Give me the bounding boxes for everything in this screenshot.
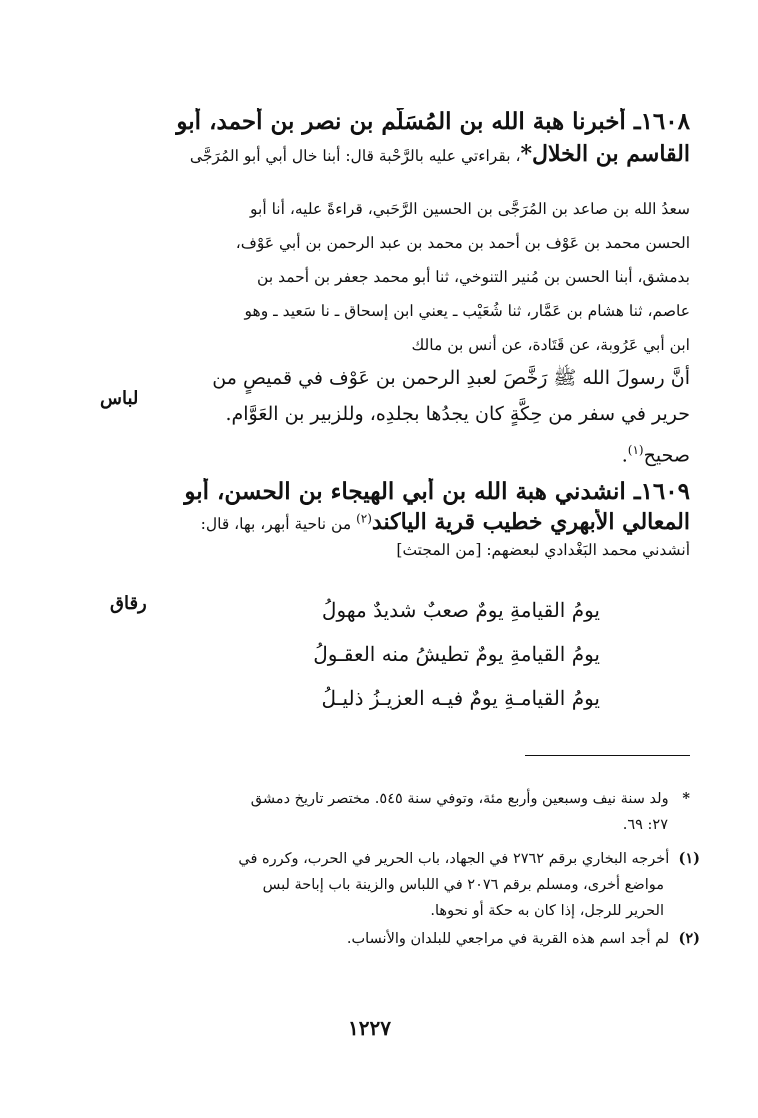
margin-note-libas: لباس — [100, 388, 139, 409]
entry-1608-isnad — [160, 192, 690, 362]
footnote-star-marker: * — [682, 790, 690, 807]
footnote-text: لم أجد اسم هذه القرية في مراجعي للبلدان والأنساب. — [346, 931, 670, 947]
entry-1608-heading-line1: ١٦٠٨ـ أخبرنا هبة الله بن المُسَلَّم بن نصر بن أحمد، أبو — [176, 108, 690, 135]
footnote-1 — [200, 846, 700, 924]
footnote-ref-1[interactable]: (١) — [627, 443, 644, 457]
isnad-line: الحسن محمد بن عَوْف بن أحمد بن محمد بن عبد الرحمن بن أبي عَوْف، — [235, 234, 690, 252]
isnad-line: ابن أبي عَرُوبة، عن قَتَادة، عن أنس بن مالك — [411, 336, 690, 354]
entry-1608-matn — [160, 360, 690, 473]
entry-1609-heading-rest: من ناحية أبهر، بها، قال: — [200, 515, 357, 533]
footnote-2-marker: (٢) — [678, 930, 700, 947]
margin-note-riqaq: رقاق — [110, 593, 147, 614]
entry-1609-heading-line1: ١٦٠٩ـ انشدني هبة الله بن أبي الهيجاء بن الحسن، أبو — [184, 478, 690, 505]
entry-1608-narrator-name: القاسم بن الخلال* — [520, 141, 690, 167]
entry-1609-narrator-name: المعالي الأبهري خطيب قرية الياكند — [371, 509, 690, 535]
footnote-text: ولد سنة نيف وسبعين وأربع مئة، وتوفي سنة ٥٤٥. مختصر تاريخ دمشق — [250, 791, 669, 807]
poem-verse: يومُ القيامةِ يومٌ تطيشُ منه العقـولُ — [313, 642, 600, 666]
footnote-separator — [525, 755, 690, 756]
poem-block — [300, 588, 600, 720]
entry-1608 — [160, 108, 690, 167]
poem-verse: يومُ القيامةِ يومٌ صعبٌ شديدٌ مهولُ — [321, 598, 600, 622]
matn-line: حرير في سفر من حِكَّةٍ كان يجدُها بجلدِه، وللزبير بن العَوَّام. — [225, 403, 690, 425]
footnote-text: ٢٧: ٦٩. — [622, 817, 668, 833]
footnote-ref-2[interactable]: (٢) — [356, 511, 372, 526]
entry-1609 — [160, 478, 690, 559]
isnad-line: سعدُ الله بن صاعد بن المُرَجَّى بن الحسين الرَّحَبي، قراءةً عليه، أنا أبو — [250, 200, 690, 218]
footnote-2 — [200, 926, 700, 952]
isnad-line: عاصم، ثنا هشام بن عَمَّار، ثنا شُعَيْب ـ يعني ابن إسحاق ـ نا سَعيد ـ وهو — [244, 302, 690, 320]
isnad-line: بدمشق، أبنا الحسن بن مُنير التنوخي، ثنا أبو محمد جعفر بن أحمد بن — [257, 268, 690, 286]
poem-verse: يومُ القيامـةِ يومٌ فيـه العزيـزُ ذليـلُ — [321, 686, 600, 710]
page-number: ١٢٢٧ — [348, 1016, 391, 1040]
matn-line: أنَّ رسولَ الله ﷺ رَخَّصَ لعبدِ الرحمن بن عَوْف في قميصٍ من — [212, 367, 690, 389]
entry-1608-heading-line2 — [160, 141, 690, 167]
matn-grading: صحيح$^{(١)}$. — [621, 443, 690, 467]
footnote-1-marker: (١) — [678, 850, 700, 867]
entry-1609-heading-line2 — [160, 509, 690, 535]
footnote-text: مواضع أخرى، ومسلم برقم ٢٠٧٦ في اللباس والزينة باب إباحة لبس — [262, 877, 664, 893]
entry-1608-heading-rest: ، بقراءتي عليه بالرَّحْبة قال: أبنا خال أبي أبو المُرَجَّى — [189, 147, 521, 165]
footnote-text: الحرير للرجل، إذا كان به حكة أو نحوها. — [430, 903, 664, 919]
entry-1609-intro: أنشدني محمد البَغْدادي لبعضهم: [من المجتث] — [396, 541, 690, 559]
grading-text: صحيح — [643, 444, 690, 467]
footnote-star — [200, 786, 690, 838]
footnote-text: أخرجه البخاري برقم ٢٧٦٢ في الجهاد، باب الحرير في الحرب، وكرره في — [238, 851, 670, 867]
